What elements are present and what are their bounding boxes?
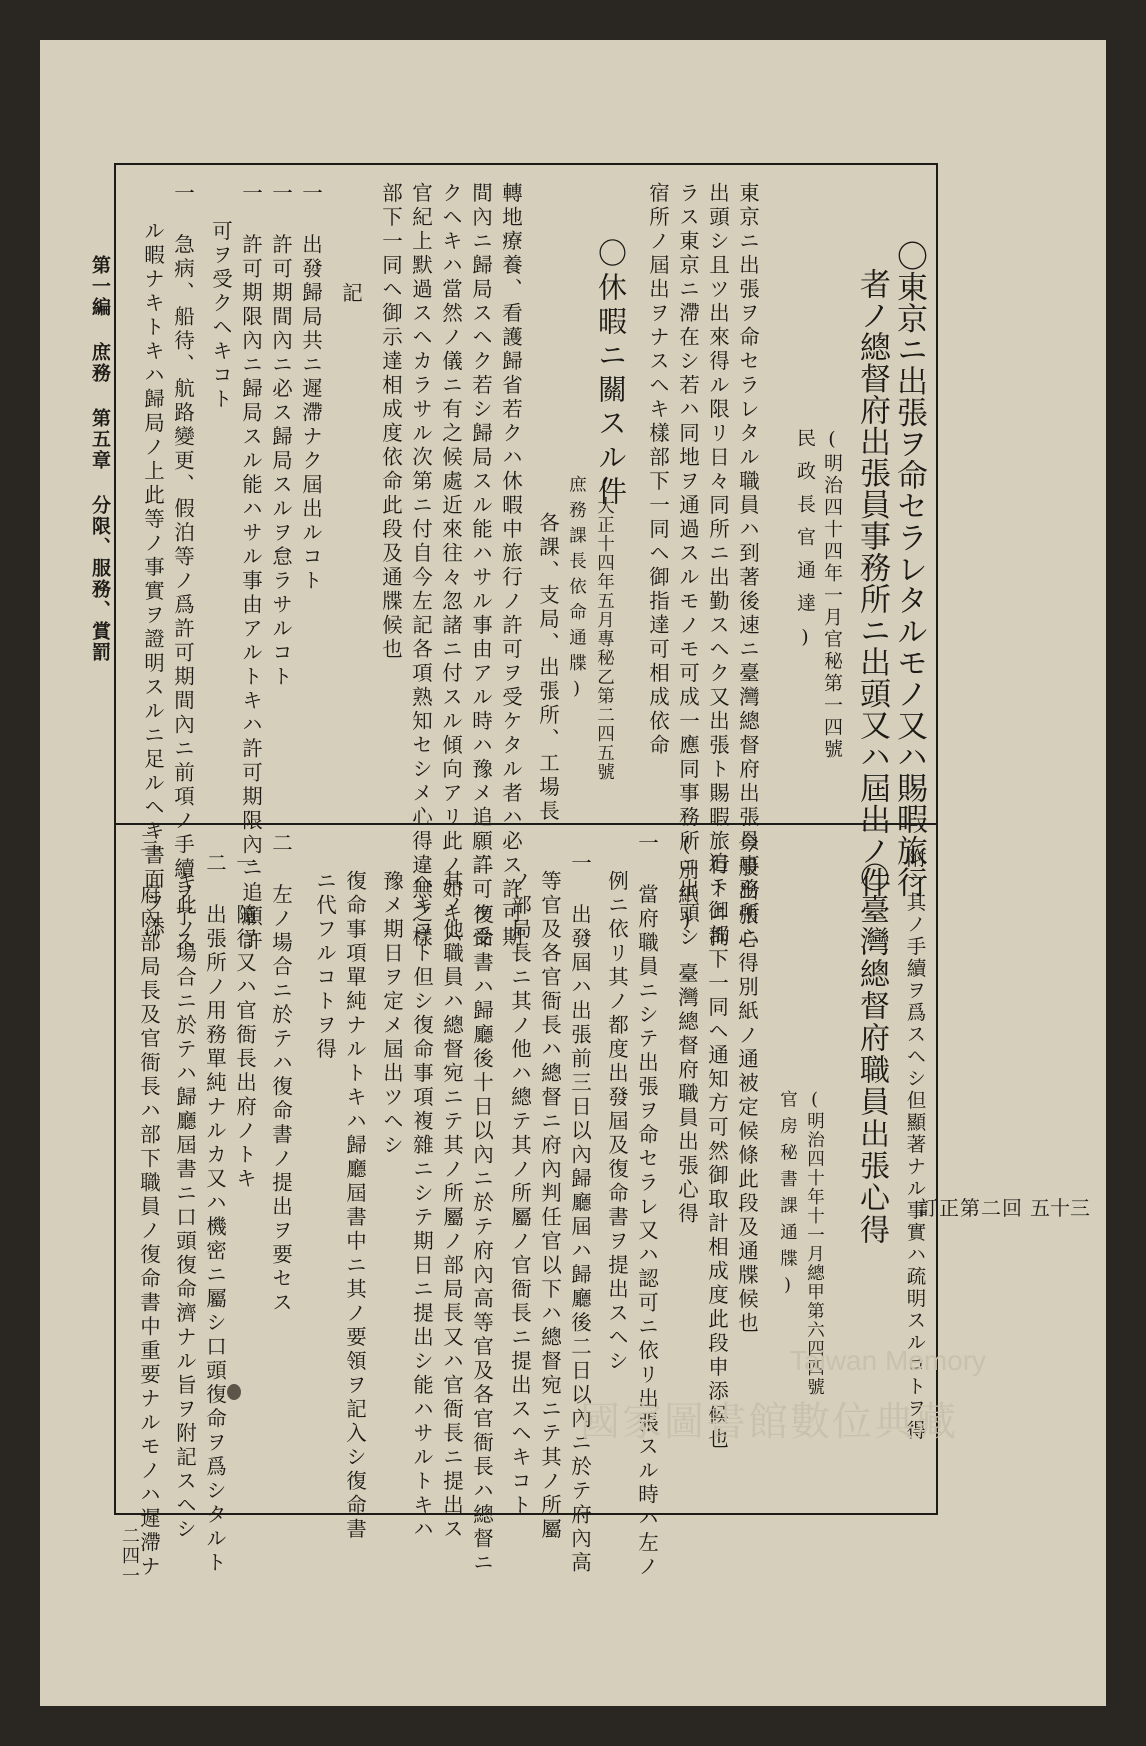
- article-1-body-line-1: 東京ニ出張ヲ命セラレタル職員ハ到著後速ニ臺灣總督府出張員事務所ニ: [735, 182, 760, 950]
- article-2-ki: 記: [338, 282, 363, 306]
- article-3-bessi: (別紙) 臺灣總督府職員出張心得: [674, 832, 699, 1227]
- article-3-body-line-10: 復命事項單純ナルトキハ歸廳屆書中ニ其ノ要領ヲ記入シ復命書: [342, 870, 367, 1542]
- ink-spot: [227, 1384, 241, 1400]
- watermark-english: Taiwan Memory: [790, 1345, 987, 1376]
- article-2-body-line-3: クヘキハ當然ノ儀ニ有之候處近來往々忽諸ニ付スル傾向アリ此ノ如キハ: [438, 182, 463, 950]
- article-1-source-line-1: (明治四十四年一月官秘第一四號: [821, 428, 843, 761]
- article-2-item-3: 一 許可期限內ニ歸局スル能ハサル事由アルトキハ許可期限內ニ追願許: [238, 182, 263, 954]
- article-1-title-line-2: 者ノ總督府出張員事務所ニ出頭又ハ屆出ノ件: [854, 268, 890, 898]
- article-2-source-line-2: 庶務課長依命通牒): [566, 475, 587, 707]
- article-3-body-line-14: 二 出張所ノ用務單純ナルカ又ハ機密ニ屬シ口頭復命ヲ爲シタルト: [202, 852, 227, 1576]
- article-2-item-3-cont: 可ヲ受クヘキコト: [208, 220, 233, 412]
- article-1-body-line-4: 宿所ノ屆出ヲナスヘキ樣部下一同ヘ御指達可相成依命: [645, 182, 670, 758]
- article-3-body-line-11: ニ代フルコトヲ得: [312, 870, 337, 1062]
- article-3-body-line-3: 一 出發屆ハ出張前三日以內歸廳屆ハ歸廳後二日以內ニ於テ府內高: [567, 852, 592, 1576]
- article-2-item-4: 一 急病、船待、航路變更、假泊等ノ爲許可期間內ニ前項ノ手續ヲ了ス: [170, 182, 195, 954]
- watermark-chinese: 國家圖書館數位典藏: [580, 1399, 958, 1445]
- article-3-body-line-12: 二 左ノ場合ニ於テハ復命書ノ提出ヲ要セス: [268, 832, 293, 1316]
- article-2-body-line-2: 間內ニ歸局スヘク若シ歸局スル能ハサル事由アル時ハ豫メ追願許可ヲ受: [468, 182, 493, 950]
- article-2-body-line-5: 部下一同ヘ御示達相成度依命此段及通牒候也: [378, 182, 403, 662]
- page-number-top: 五十三: [1030, 1196, 1090, 1220]
- article-3-body-line-5: ノ部局長ニ其ノ他ハ總テ其ノ所屬ノ官衙長ニ提出スヘキコト: [507, 870, 532, 1518]
- article-3-title: 〇臺灣總督府職員出張心得: [854, 862, 889, 1246]
- article-3-body-line-4: 等官及各官衙長ハ總督ニ府內判任官以下ハ總督宛ニテ其ノ所屬: [537, 870, 562, 1542]
- article-2-body-line-1: 轉地療養、看護歸省若クハ休暇中旅行ノ許可ヲ受ケタル者ハ必ス許可期: [498, 182, 523, 950]
- article-2-source-line-1: (大正十四年五月專秘乙第二四五號: [594, 475, 615, 782]
- revision-label: 訂正第二回: [918, 1196, 1023, 1220]
- article-3-source-line-2: 官房秘書課通牒): [777, 1090, 798, 1305]
- article-3-body-line-6: 二 復命書ハ歸廳後十日以內ニ於テ府內高等官及各官衙長ハ總督ニ: [469, 852, 494, 1576]
- article-2-addressee: 各課、支局、出張所、工場長: [535, 512, 560, 824]
- article-3-body-line-16: 三 府內部局長及官衙長ハ部下職員ノ復命書中重要ナルモノハ遲滯ナ: [136, 832, 161, 1580]
- article-3-body-line-9: 豫メ期日ヲ定メ屆出ツヘシ: [379, 870, 404, 1158]
- article-3-body-line-13: 一 隨行又ハ官衙長出府ノトキ: [232, 852, 257, 1192]
- article-2-item-4-cont: ル暇ナキトキハ歸局ノ上此等ノ事實ヲ證明スルニ足ルヘキ書面ヲ添: [140, 220, 165, 940]
- section-divider: [114, 823, 936, 825]
- article-3-body-line-15: キ此ノ場合ニ於テハ歸廳屆書ニ口頭復命濟ナル旨ヲ附記スヘシ: [172, 870, 197, 1542]
- article-2-title: 〇休暇ニ關スル件: [594, 238, 628, 510]
- article-3-body-line-2: 例ニ依リ其ノ都度出發屆及復命書ヲ提出スヘシ: [604, 870, 629, 1374]
- article-3-body-line-7: 其ノ他職員ハ總督宛ニテ其ノ所屬ノ部局長又ハ官衙長ニ提出ス: [439, 870, 464, 1542]
- article-1-body-line-2: 出頭シ且ツ出來得ル限リ日々同所ニ出勤スヘク又出張ト賜暇旅行トニ拘: [705, 182, 730, 950]
- article-1-title-line-1: 〇東京ニ出張ヲ命セラレタルモノ又ハ賜暇旅行: [891, 240, 927, 898]
- article-3-intro-line-2: 追テ御部下一同ヘ通知方可然御取計相成度此段申添候也: [704, 852, 729, 1452]
- page-number-bottom: 二四一: [119, 1526, 140, 1586]
- article-3-body-line-1: 一 當府職員ニシテ出張ヲ命セラレ又ハ認可ニ依リ出張スル時ハ左ノ: [634, 832, 659, 1580]
- article-3-body-line-8: ヘキコト但シ復命事項複雜ニシテ期日ニ提出シ能ハサルトキハ: [409, 870, 434, 1542]
- article-2-body-line-4: 官紀上默過スヘカラサル次第ニ付自今左記各項熟知セシメ心得違無之樣: [408, 182, 433, 950]
- article-2-item-1: 一 出發歸局共ニ遲滯ナク屆出ルコト: [298, 182, 323, 594]
- article-2-item-2: 一 許可期間內ニ必ス歸局スルヲ怠ラサルコト: [268, 182, 293, 690]
- article-3-source-line-1: (明治四十年十一月總甲第六四四號: [804, 1090, 825, 1397]
- continued-line: 附シ其ノ手續ヲ爲スヘシ但顯著ナル事實ハ疏明スルコトヲ得: [903, 848, 927, 1442]
- footer-section: 第一編 庶務 第五章 分限、服務、賞罰: [89, 255, 111, 663]
- article-1-source-line-2: 民政長官通達): [794, 428, 816, 662]
- article-1-body-line-3: ラス東京ニ滯在シ若ハ同地ヲ通過スルモノモ可成一應同事務所ニ出頭シ: [675, 182, 700, 950]
- article-3-intro-line-1: 今般出張心得別紙ノ通被定候條此段及通牒候也: [734, 832, 759, 1336]
